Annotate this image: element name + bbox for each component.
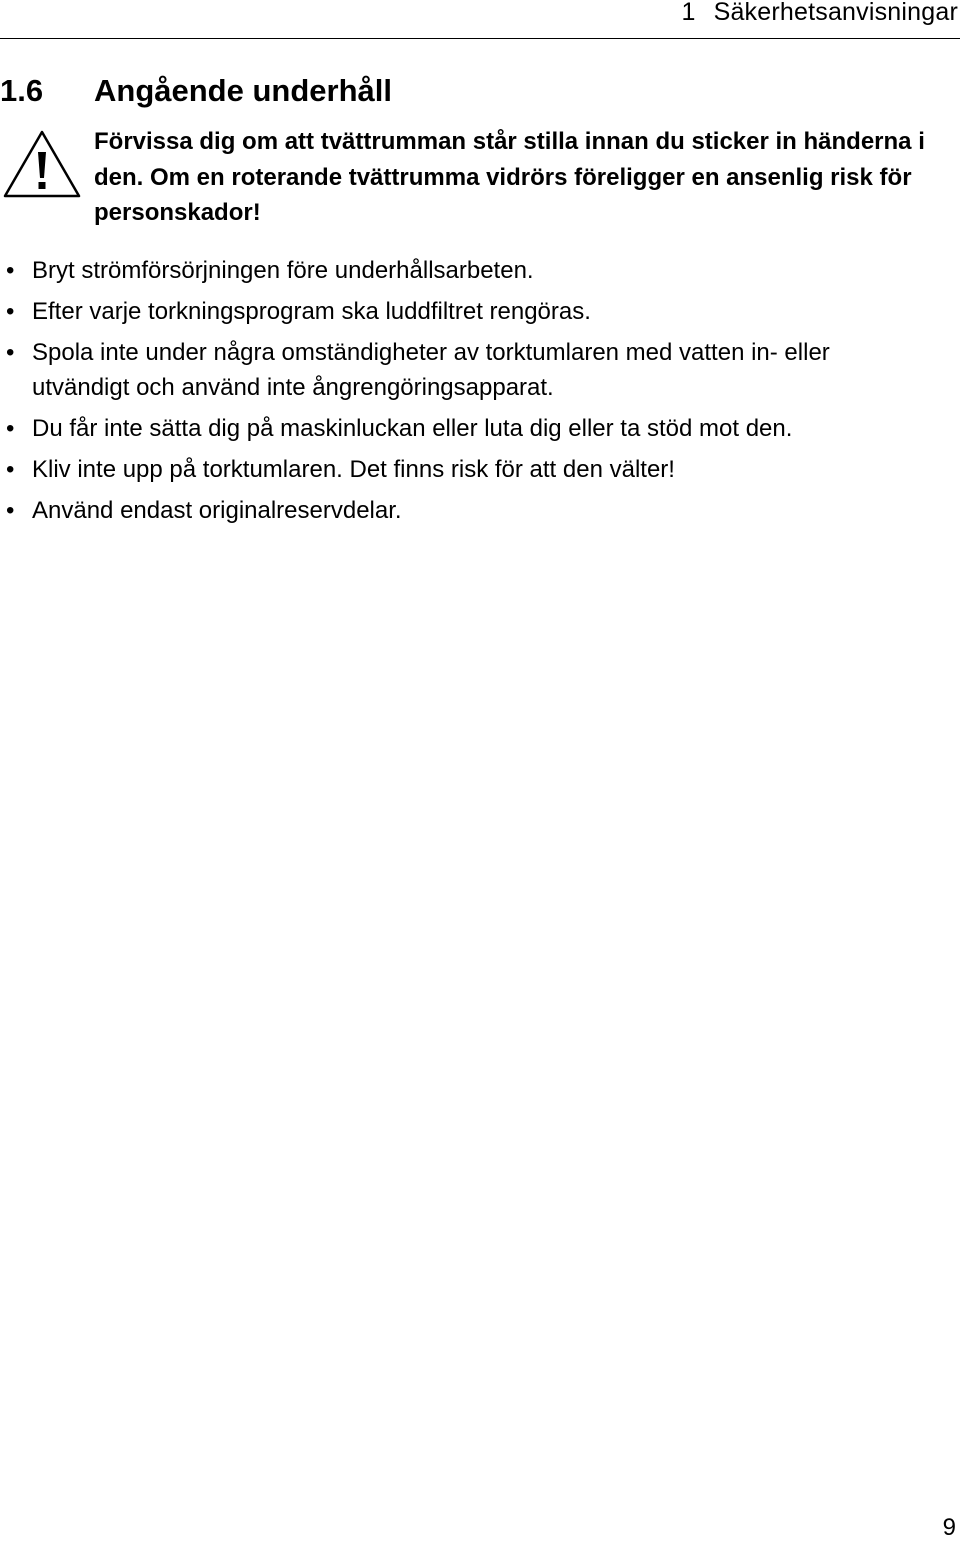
chapter-title: Säkerhetsanvisningar xyxy=(713,0,958,26)
list-item xyxy=(0,294,960,329)
list-item-text: Du får inte sätta dig på maskinluckan eller luta dig eller ta stöd mot den. xyxy=(32,415,793,442)
list-item-text: Bryt strömförsörjningen före underhållsarbeten. xyxy=(32,257,534,284)
list-item xyxy=(0,335,960,405)
list-item-text: Kliv inte upp på torktumlaren. Det finns risk för att den välter! xyxy=(32,456,675,483)
section-heading xyxy=(0,72,392,110)
bullet-icon: • xyxy=(6,456,15,483)
bullet-icon: • xyxy=(6,339,15,366)
running-header xyxy=(681,0,958,28)
list-item xyxy=(0,411,960,446)
list-item xyxy=(0,253,960,288)
warning-text: Förvissa dig om att tvättrumman står stilla innan du sticker in händerna i den. Om en roterande tvättrumma vidrörs föreligger en ansenlig risk för personskador! xyxy=(94,128,925,226)
bullet-icon: • xyxy=(6,415,15,442)
bullet-icon: • xyxy=(6,257,15,284)
bullet-icon: • xyxy=(6,497,15,524)
list-item-text: Använd endast originalreservdelar. xyxy=(32,497,402,524)
section-number: 1.6 xyxy=(0,73,44,108)
bullet-icon: • xyxy=(6,298,15,325)
chapter-number: 1 xyxy=(681,0,696,26)
list-item-text: Spola inte under några omständigheter av torktumlaren med vatten in- eller utvändigt och använd inte ångrengöringsapparat. xyxy=(32,339,830,401)
header-divider xyxy=(0,38,960,39)
warning-triangle-icon xyxy=(2,128,82,200)
page-number: 9 xyxy=(942,1514,956,1541)
section-title: Angående underhåll xyxy=(94,73,392,108)
maintenance-instructions-list xyxy=(0,253,960,534)
list-item xyxy=(0,452,960,487)
list-item xyxy=(0,493,960,528)
list-item-text: Efter varje torkningsprogram ska luddfiltret rengöras. xyxy=(32,298,591,325)
